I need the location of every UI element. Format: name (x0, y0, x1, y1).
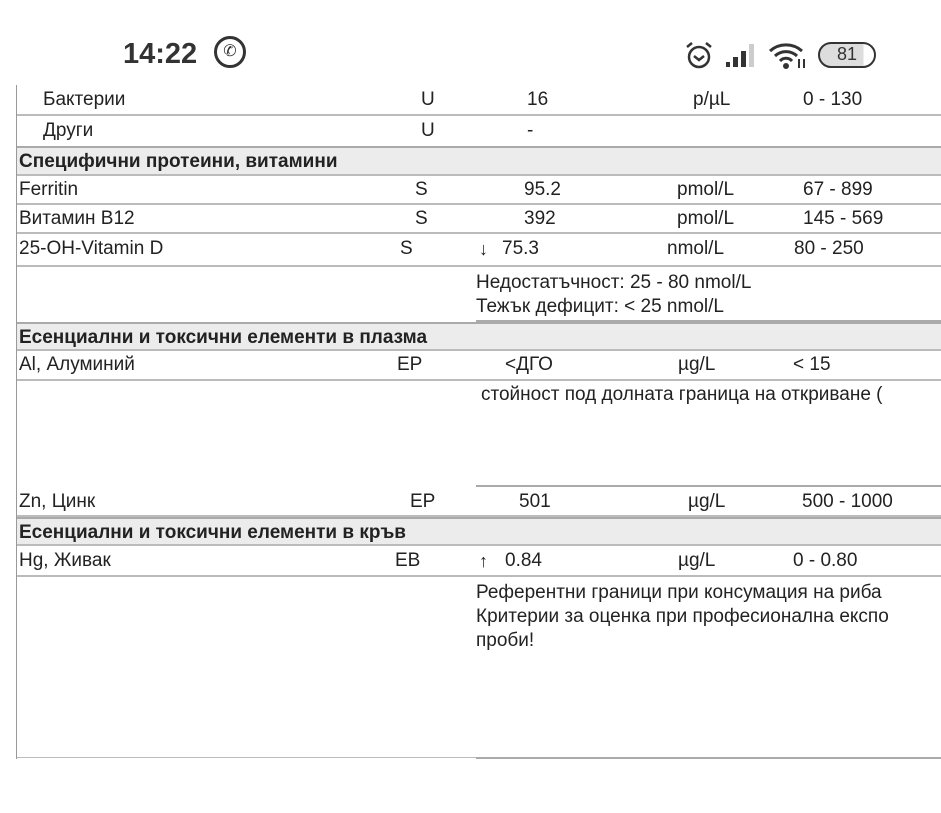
unit: µg/L (678, 354, 716, 375)
comment-line: Тежък дефицит: < 25 nmol/L (476, 296, 724, 317)
table-row (17, 487, 941, 517)
reference-range: < 15 (793, 354, 831, 375)
specimen: U (421, 89, 435, 110)
result: 0.84 (505, 550, 542, 571)
section-header (17, 322, 941, 351)
battery-indicator: 81 (818, 42, 876, 68)
section-title: Есенциални и токсични елементи в плазма (19, 327, 428, 348)
test-name: Други (43, 120, 94, 141)
reference-range: 145 - 569 (803, 208, 884, 229)
result: 16 (527, 89, 549, 110)
test-name: Витамин B12 (19, 208, 135, 229)
result: 95.2 (524, 179, 561, 200)
viber-icon: ✆ (214, 36, 246, 68)
table-row (17, 234, 941, 267)
unit: pmol/L (677, 208, 735, 229)
table-row (17, 546, 941, 577)
section-header (17, 146, 941, 176)
test-name: Hg, Живак (19, 550, 111, 571)
table-bottom-border (17, 757, 476, 758)
unit: p/µL (693, 89, 731, 110)
comment (476, 579, 941, 759)
comment (476, 383, 941, 487)
table-row (17, 116, 941, 146)
comment-line: Референтни граници при консумация на риба (476, 582, 882, 603)
specimen: U (421, 120, 435, 141)
reference-range: 67 - 899 (803, 179, 873, 200)
comment-line: Недостатъчност: 25 - 80 nmol/L (476, 272, 752, 293)
result: 501 (519, 491, 551, 512)
unit: µg/L (688, 491, 726, 512)
signal-icon (724, 42, 758, 68)
specimen: S (415, 208, 428, 229)
table-row (17, 176, 941, 205)
table-row (17, 205, 941, 234)
reference-range: 80 - 250 (794, 238, 864, 259)
section-title: Специфични протеини, витамини (19, 151, 338, 172)
specimen: S (400, 238, 413, 259)
specimen: S (415, 179, 428, 200)
specimen: EP (410, 491, 436, 512)
result: - (527, 120, 534, 141)
result: 392 (524, 208, 556, 229)
low-flag-arrow-icon: ↓ (479, 239, 488, 259)
reference-range: 0 - 0.80 (793, 550, 858, 571)
clock: 14:22 (123, 38, 198, 70)
unit: µg/L (678, 550, 716, 571)
test-name: Zn, Цинк (19, 491, 96, 512)
alarm-icon (684, 40, 714, 70)
lab-results-table (16, 85, 941, 759)
table-row (17, 351, 941, 381)
reference-range: 500 - 1000 (802, 491, 893, 512)
comment-line: проби! (476, 630, 535, 651)
test-name: 25-OH-Vitamin D (19, 238, 164, 259)
result: 75.3 (502, 238, 539, 259)
table-row (17, 85, 941, 116)
section-title: Есенциални и токсични елементи в кръв (19, 522, 406, 543)
high-flag-arrow-icon: ↑ (479, 551, 488, 571)
result: <ДГО (505, 354, 553, 375)
comment (476, 269, 941, 322)
status-bar (0, 0, 941, 85)
wifi-icon (768, 41, 808, 69)
unit: nmol/L (667, 238, 725, 259)
specimen: EP (397, 354, 423, 375)
unit: pmol/L (677, 179, 735, 200)
test-name: Ferritin (19, 179, 79, 200)
specimen: EB (395, 550, 421, 571)
comment-line: стойност под долната граница на откриване ( (481, 384, 883, 405)
test-name: Бактерии (43, 89, 126, 110)
reference-range: 0 - 130 (803, 89, 863, 110)
section-header (17, 517, 941, 546)
test-name: Al, Алуминий (19, 354, 135, 375)
comment-line: Критерии за оценка при професионална експо (476, 606, 889, 627)
